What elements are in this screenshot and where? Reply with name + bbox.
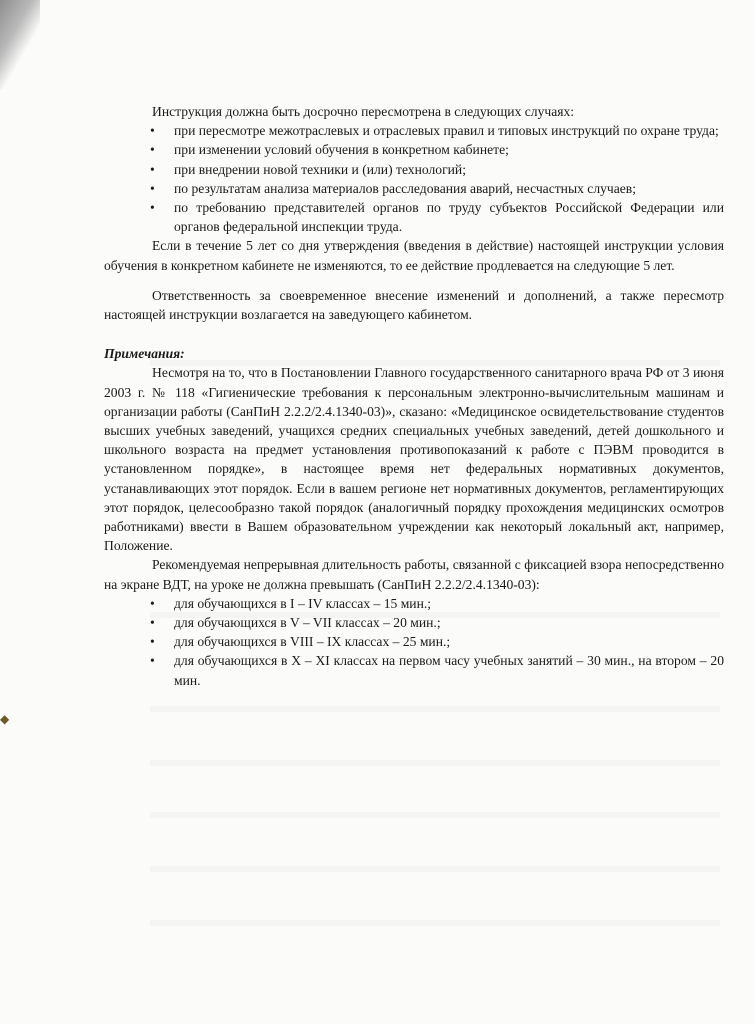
notes-title: Примечания: [104, 346, 185, 362]
list-item: • по требованию представителей органов по труду субъектов Российской Федерации или органов федеральной инспекции труда. [174, 198, 724, 236]
list-item: • по результатам анализа материалов расследования аварий, несчастных случаев; [174, 179, 724, 198]
bleed-through-line [150, 866, 720, 872]
validity-paragraph: Если в течение 5 лет со дня утверждения (введения в действие) настоящей инструкции условия обучения в конкретном кабинете не изменяются, то ее действие продлевается на следующие 5 лет. [104, 238, 724, 273]
list-item: • для обучающихся в V – VII классах – 20 мин.; [174, 613, 724, 632]
scan-smudge: ◆ [0, 712, 10, 726]
bleed-through-line [150, 812, 720, 818]
document-body [104, 102, 724, 690]
list-item: • для обучающихся в I – IV классах – 15 мин.; [174, 594, 724, 613]
bleed-through-line [150, 760, 720, 766]
list-item: • при пересмотре межотраслевых и отраслевых правил и типовых инструкций по охране труда; [174, 121, 724, 140]
revision-cases-list [104, 121, 724, 236]
list-item: • для обучающихся в X – XI классах на первом часу учебных занятий – 30 мин., на втором – 20 мин. [174, 651, 724, 689]
list-item: • при изменении условий обучения в конкретном кабинете; [174, 140, 724, 159]
intro-text: Инструкция должна быть досрочно пересмотрена в следующих случаях: [152, 104, 575, 119]
bleed-through-line [150, 920, 720, 926]
list-item: • для обучающихся в VIII – IX классах – 25 мин.; [174, 632, 724, 651]
scan-corner-shadow [0, 0, 40, 90]
durations-list [104, 594, 724, 690]
list-item: • при внедрении новой техники и (или) технологий; [174, 160, 724, 179]
responsibility-paragraph: Ответственность за своевременное внесение изменений и дополнений, а также пересмотр настоящей инструкции возлагается на заведующего кабинетом. [104, 287, 724, 323]
notes-paragraph: Несмотря на то, что в Постановлении Главного государственного санитарного врача РФ от 3 июня 2003 г. № 118 «Гигиенические требования к персональным электронно-вычислительным машинам и организации работы (СанПиН 2.2.2/2.4.1340-03)», сказано: «Медицинское освидетельствование студентов высших учебных заведений, учащихся средних специальных учебных заведений, детей дошкольного и школьного возраста на предмет установления противопоказаний к работе с ПЭВМ проводится в установленном порядке», в настоящее время нет федеральных нормативных документов, устанавливающих этот порядок. Если в вашем регионе нет нормативных документов, регламентирующих этот порядок, целесообразно такой порядок (аналогичный порядку прохождения медицинских осмотров работниками) ввести в Вашем образовательном учреждении как некоторый локальный акт, например, Положение. [104, 365, 724, 554]
duration-intro: Рекомендуемая непрерывная длительность работы, связанной с фиксацией взора непосредственно на экране ВДТ, на уроке не должна превышать (СанПиН 2.2.2/2.4.1340-03): [104, 557, 724, 592]
bleed-through-line [150, 706, 720, 712]
